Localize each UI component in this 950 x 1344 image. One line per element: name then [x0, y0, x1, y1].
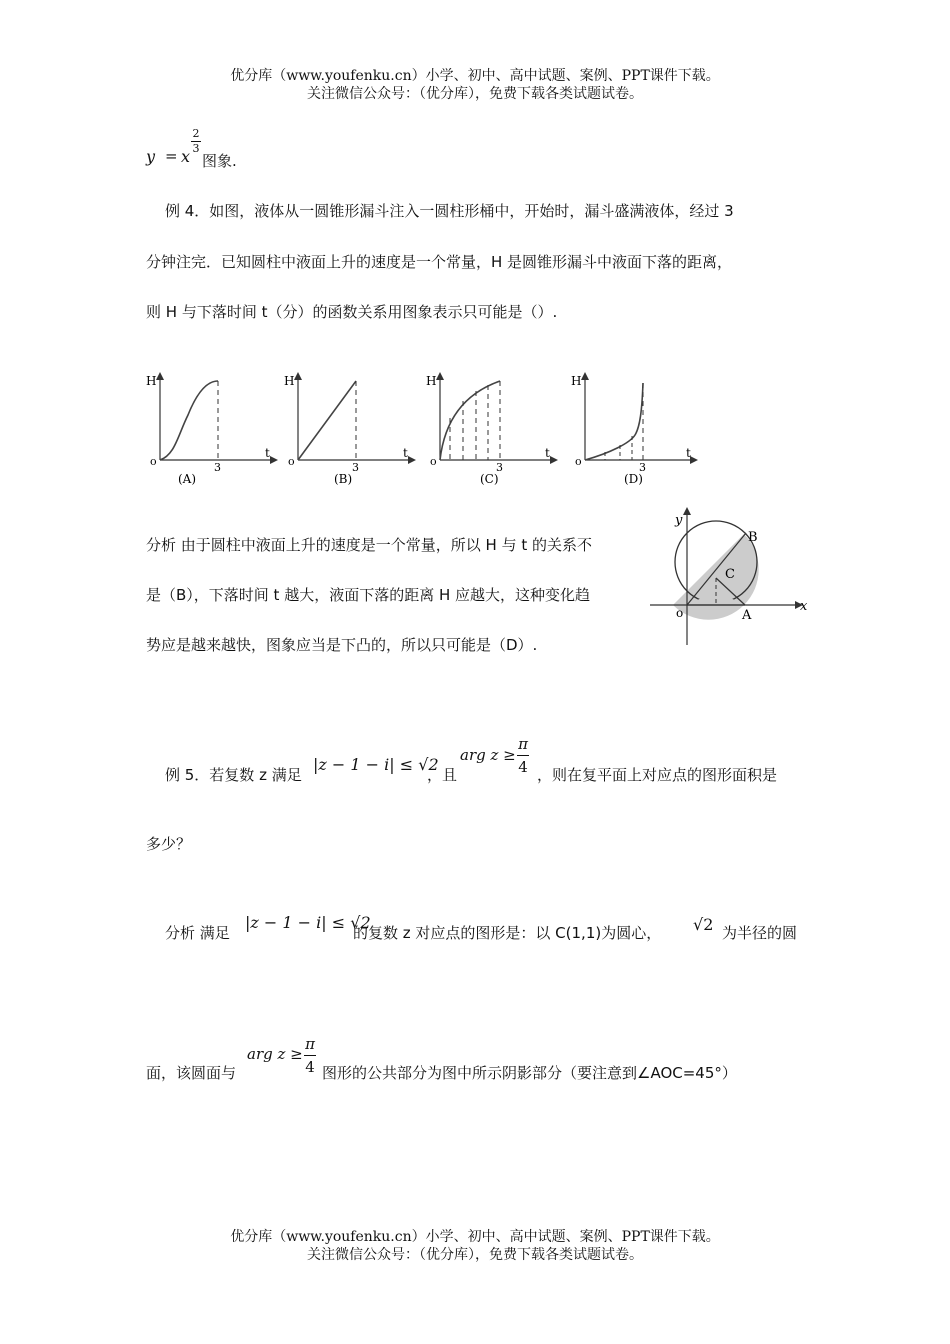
graph-b-caption: (B)	[334, 472, 353, 486]
point-a-label: A	[742, 608, 752, 623]
analysis5-suffix: 为半径的圆	[722, 924, 798, 942]
graph-a	[146, 372, 278, 486]
graph-a-curve	[160, 381, 218, 460]
example5-suffix: ，则在复平面上对应点的图形面积是	[537, 766, 778, 784]
example4-line2: 分钟注完．已知圆柱中液面上升的速度是一个常量，H 是圆锥形漏斗中液面下落的距离，	[146, 253, 733, 271]
graph-c-x-label: t	[545, 446, 550, 460]
graph-c-curve	[440, 381, 500, 460]
graph-d-tick: 3	[639, 461, 646, 474]
graph-c	[426, 372, 558, 486]
analysis5-inequality: |z − 1 − i| ≤ √2	[245, 913, 371, 932]
point-c-label: C	[725, 567, 735, 582]
graph-a-origin: o	[150, 455, 157, 468]
analysis4-line3: 势应是越来越快，图象应当是下凸的，所以只可能是（D）.	[146, 636, 538, 654]
analysis5-pi: π	[305, 1035, 315, 1053]
footer-line-1: 优分库（www.youfenku.cn）小学、初中、高中试题、案例、PPT课件下载。	[230, 1229, 720, 1245]
graph-d-origin: o	[575, 455, 582, 468]
analysis5-radius: √2	[693, 915, 714, 934]
example5-line2: 多少？	[146, 835, 192, 853]
analysis4-line1: 分析 由于圆柱中液面上升的速度是一个常量，所以 H 与 t 的关系不	[146, 536, 593, 554]
example5-prefix: 例 5．若复数 z 满足	[165, 766, 302, 784]
graph-b-x-label: t	[403, 446, 408, 460]
graph-b-origin: o	[288, 455, 295, 468]
graph-b	[284, 372, 416, 486]
analysis5-line2	[146, 1035, 826, 1085]
graph-a-x-label: t	[265, 446, 270, 460]
graph-d-x-label: t	[686, 446, 691, 460]
graph-d-curve	[585, 383, 643, 460]
analysis5-line1	[165, 905, 825, 945]
graph-c-tick: 3	[496, 461, 503, 474]
analysis5-four: 4	[305, 1058, 315, 1076]
graph-d-y-label: H	[571, 374, 582, 388]
graph-b-y-label: H	[284, 374, 295, 388]
graph-c-origin: o	[430, 455, 437, 468]
graph-a-tick: 3	[214, 461, 221, 474]
example4-line3: 则 H 与下落时间 t（分）的函数关系用图象表示只可能是（）.	[146, 303, 558, 321]
graph-d-caption: (D)	[624, 472, 643, 486]
formula-exponent	[191, 128, 201, 155]
example5-pi: π	[518, 735, 528, 753]
example5-fraction	[517, 735, 529, 776]
formula-suffix: 图象.	[202, 152, 237, 170]
example4-line1: 例 4．如图，液体从一圆锥形漏斗注入一圆柱形桶中，开始时，漏斗盛满液体，经过 3	[165, 202, 734, 220]
analysis5-line2-suffix: 图形的公共部分为图中所示阴影部分（要注意到∠AOC=45°）	[322, 1064, 737, 1082]
circle-figure	[645, 505, 815, 655]
footer-line-2: 关注微信公众号：（优分库），免费下载各类试题试卷。	[307, 1247, 643, 1263]
graph-a-caption: (A)	[178, 472, 197, 486]
analysis5-fraction	[304, 1035, 316, 1076]
analysis4-line2: 是（B），下落时间 t 越大，液面下落的距离 H 应越大，这种变化趋	[146, 586, 591, 604]
graph-b-line	[298, 381, 356, 460]
exponent-denominator: 3	[192, 142, 200, 155]
analysis5-mid: 的复数 z 对应点的图形是：以 C(1,1)为圆心，	[353, 924, 662, 942]
graph-d	[571, 372, 698, 486]
graph-c-caption: (C)	[480, 472, 499, 486]
graph-c-y-label: H	[426, 374, 437, 388]
example5-arg: arg z ≥	[460, 746, 516, 764]
graphs-figure	[130, 365, 710, 495]
analysis5-frac-bar	[304, 1055, 316, 1056]
formula-x: x	[181, 147, 191, 166]
point-b-label: B	[748, 530, 758, 545]
header-line-1: 优分库（www.youfenku.cn）小学、初中、高中试题、案例、PPT课件下载。	[230, 68, 720, 84]
example5-frac-bar	[517, 755, 529, 756]
page-footer	[0, 1228, 950, 1264]
analysis5-line2-prefix: 面，该圆面与	[146, 1064, 237, 1082]
graph-a-y-label: H	[146, 374, 157, 388]
example5-line1	[165, 735, 825, 795]
circle-y-label: y	[675, 513, 683, 528]
analysis5-prefix: 分析 满足	[165, 924, 230, 942]
header-line-2: 关注微信公众号：（优分库），免费下载各类试题试卷。	[307, 86, 643, 102]
analysis5-arg: arg z ≥	[247, 1045, 303, 1063]
graph-b-tick: 3	[352, 461, 359, 474]
circle-x-label: x	[800, 599, 808, 614]
formula-equals: =	[165, 147, 178, 165]
page-header	[0, 67, 950, 103]
exponent-numerator: 2	[192, 127, 200, 140]
example5-mid: ，且	[427, 766, 458, 784]
example5-four: 4	[518, 758, 528, 776]
formula-y: y	[146, 147, 156, 166]
circle-origin: o	[676, 606, 684, 620]
example5-inequality: |z − 1 − i| ≤ √2	[313, 755, 439, 774]
